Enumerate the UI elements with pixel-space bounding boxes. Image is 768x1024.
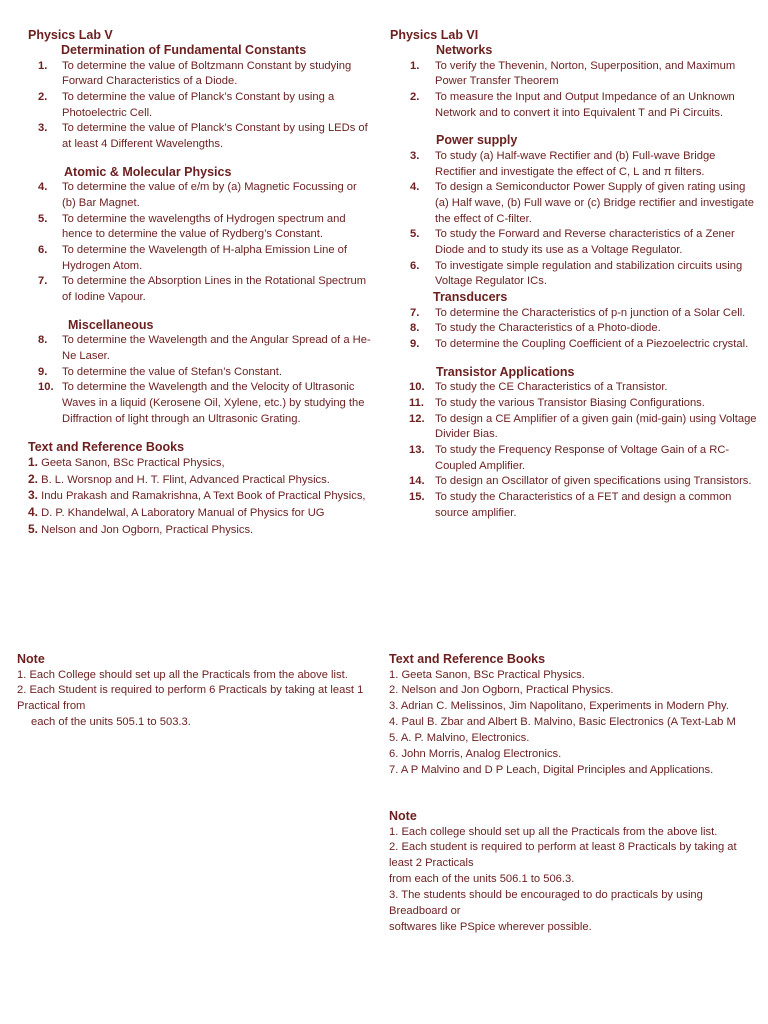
list-item: 13. To study the Frequency Response of Voltage Gain of a RC-Coupled Amplifier. <box>409 444 730 472</box>
list-item: 2. To measure the Input and Output Impedance of an Unknown Network and to convert it into Equivalent T and Pi Circuits. <box>410 90 735 119</box>
note-title: Note <box>17 652 45 666</box>
list-item: 9. To determine the value of Stefan’s Constant. <box>38 365 282 378</box>
list-item: 15. To study the Characteristics of a FET and design a common source amplifier. <box>409 491 732 519</box>
list-item: 14. To design an Oscillator of given specifications using Transistors. <box>409 475 752 488</box>
lab-v-note <box>17 652 372 731</box>
section-heading-atomic-molecular: Atomic & Molecular Physics <box>64 164 232 179</box>
note-title: Note <box>389 809 417 823</box>
lab-vi-column <box>390 28 758 522</box>
note-line: 2. Each Student is required to perform 6 Practicals by taking at least 1 Practical from <box>17 684 364 713</box>
list-item: 1. Geeta Sanon, BSc Practical Physics. <box>389 668 585 681</box>
list-item: 4. To design a Semiconductor Power Supply of given rating using (a) Half wave, (b) Full wave or (c) Bridge rectifier and investigate the effect of C-filter. <box>410 181 754 225</box>
note-line: 1. Each college should set up all the Practicals from the above list. <box>389 825 718 838</box>
list-item: 2. To determine the value of Planck’s Constant by using a Photoelectric Cell. <box>38 90 335 119</box>
lab-vi-note <box>389 809 749 936</box>
miscellaneous-list <box>28 333 373 427</box>
references-list <box>28 455 373 539</box>
section-heading-networks: Networks <box>436 43 493 57</box>
list-item: 7. To determine the Characteristics of p-n junction of a Solar Cell. <box>410 306 746 319</box>
atomic-molecular-list <box>28 180 373 306</box>
list-item: 2. B. L. Worsnop and H. T. Flint, Advanced Practical Physics. <box>28 471 330 486</box>
list-item: 5. Nelson and Jon Ogborn, Practical Physics. <box>28 521 254 536</box>
lab-v-title: Physics Lab V <box>28 28 113 42</box>
section-heading-fundamental-constants: Determination of Fundamental Constants <box>61 43 307 57</box>
lab-vi-references <box>389 652 749 779</box>
list-item: 4. Paul B. Zbar and Albert B. Malvino, Basic Electronics (A Text-Lab M <box>389 716 736 729</box>
list-item: 1. To verify the Thevenin, Norton, Superposition, and Maximum Power Transfer Theorem <box>410 59 736 88</box>
list-item: 3. Indu Prakash and Ramakrishna, A Text Book of Practical Physics, <box>28 488 366 503</box>
list-item: 11. To study the various Transistor Biasing Configurations. <box>409 396 705 409</box>
references-heading: Text and Reference Books <box>389 652 546 666</box>
list-item: 1. Geeta Sanon, BSc Practical Physics, <box>28 455 225 470</box>
list-item: 3. To determine the value of Planck’s Constant by using LEDs of at least 4 Different Wavelengths. <box>38 122 368 151</box>
list-item: 12. To design a CE Amplifier of a given gain (mid-gain) using Voltage Divider Bias. <box>409 412 757 441</box>
section-heading-miscellaneous: Miscellaneous <box>68 317 154 332</box>
list-item: 5. To determine the wavelengths of Hydrogen spectrum and hence to determine the value of Rydberg’s Constant. <box>38 212 346 241</box>
fundamental-constants-list <box>28 59 373 153</box>
list-item: 5. A. P. Malvino, Electronics. <box>389 732 530 745</box>
list-item: 10. To study the CE Characteristics of a Transistor. <box>409 381 668 394</box>
list-item: 6. John Morris, Analog Electronics. <box>389 748 562 761</box>
list-item: 7. A P Malvino and D P Leach, Digital Principles and Applications. <box>389 763 714 776</box>
list-item: 8. To study the Characteristics of a Photo-diode. <box>410 322 661 335</box>
note-line: 1. Each College should set up all the Practicals from the above list. <box>17 668 348 681</box>
list-item: 6. To determine the Wavelength of H-alpha Emission Line of Hydrogen Atom. <box>38 244 348 272</box>
list-item: 3. Adrian C. Melissinos, Jim Napolitano, Experiments in Modern Phy. <box>389 700 729 713</box>
list-item: 7. To determine the Absorption Lines in the Rotational Spectrum of Iodine Vapour. <box>38 275 367 304</box>
list-item: 4. D. P. Khandelwal, A Laboratory Manual of Physics for UG <box>28 505 325 520</box>
list-item: 2. Nelson and Jon Ogborn, Practical Physics. <box>389 684 614 697</box>
references-heading: Text and Reference Books <box>28 439 185 454</box>
note-line: each of the units 505.1 to 503.3. <box>31 716 191 729</box>
networks-list <box>390 59 758 122</box>
note-line: 2. Each student is required to perform at least 8 Practicals by taking at least 2 Practicals <box>389 841 737 870</box>
transistor-applications-list <box>390 380 758 521</box>
section-heading-transducers: Transducers <box>433 290 508 305</box>
list-item: 10. To determine the Wavelength and the Velocity of Ultrasonic Waves in a liquid (Kerosene Oil, Xylene, etc.) by studying the Diffraction of light through an Ultrasonic Grating. <box>38 381 365 425</box>
note-line: softwares like PSpice wherever possible. <box>389 920 592 933</box>
list-item: 3. To study (a) Half-wave Rectifier and (b) Full-wave Bridge Rectifier and investigate the effect of C, L and π filters. <box>410 149 716 178</box>
list-item: 5. To study the Forward and Reverse characteristics of a Zener Diode and to study its use as a Voltage Regulator. <box>410 228 735 257</box>
lab-vi-title: Physics Lab VI <box>390 28 479 42</box>
list-item: 8. To determine the Wavelength and the Angular Spread of a He-Ne Laser. <box>38 334 371 363</box>
note-line: from each of the units 506.1 to 506.3. <box>389 873 575 886</box>
list-item: 1. To determine the value of Boltzmann Constant by studying Forward Characteristics of a Diode. <box>38 59 352 88</box>
section-heading-transistor-applications: Transistor Applications <box>436 364 575 379</box>
list-item: 6. To investigate simple regulation and stabilization circuits using Voltage Regulator ICs. <box>410 259 743 288</box>
list-item: 9. To determine the Coupling Coefficient of a Piezoelectric crystal. <box>410 338 749 351</box>
note-line: 3. The students should be encouraged to do practicals by using Breadboard or <box>389 889 703 918</box>
list-item: 4. To determine the value of e/m by (a) Magnetic Focussing or (b) Bar Magnet. <box>38 181 357 209</box>
section-heading-power-supply: Power supply <box>436 133 518 148</box>
transducers-list <box>390 306 758 353</box>
lab-v-column <box>28 28 373 539</box>
power-supply-list <box>390 149 758 290</box>
